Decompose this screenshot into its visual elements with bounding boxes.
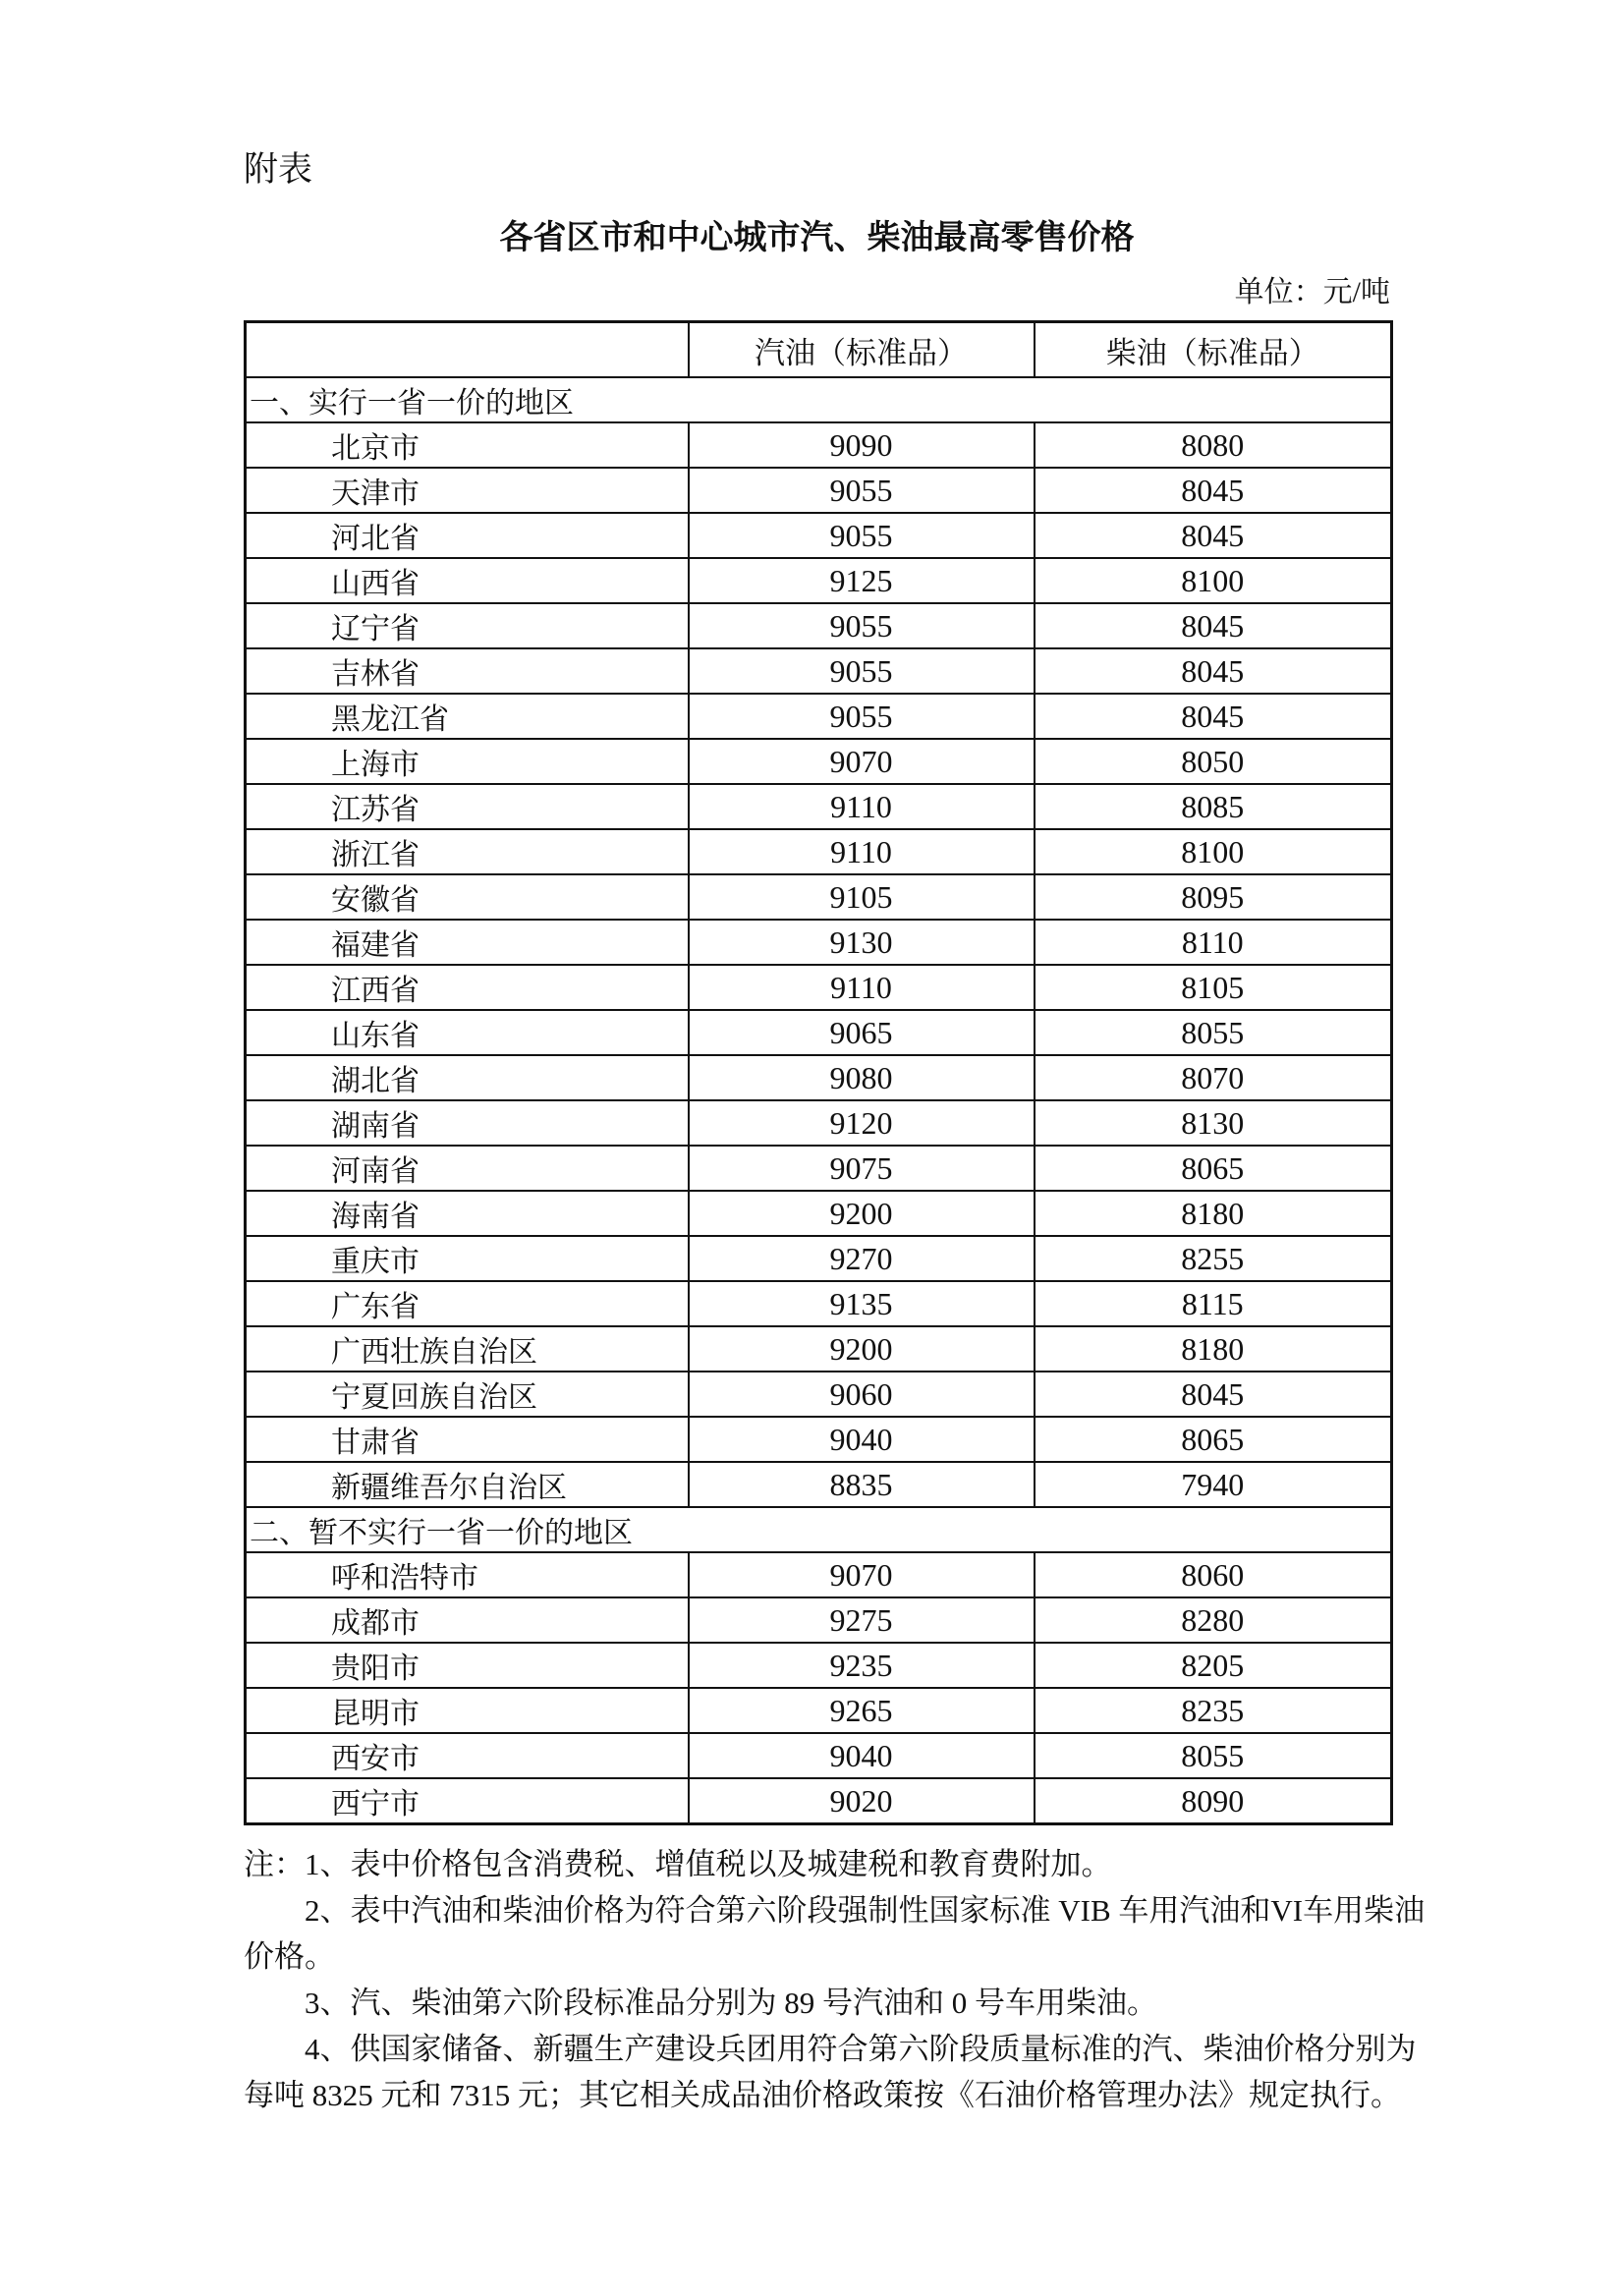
gasoline-value-cell: 9125 [689, 558, 1035, 603]
diesel-value-cell: 8060 [1035, 1552, 1392, 1597]
region-cell: 天津市 [246, 468, 689, 513]
section-heading: 一、实行一省一价的地区 [246, 377, 1392, 422]
diesel-value-cell: 8205 [1035, 1643, 1392, 1688]
notes [244, 1841, 1444, 2118]
document-title: 各省区市和中心城市汽、柴油最高零售价格 [499, 220, 1135, 256]
diesel-value-cell: 8180 [1035, 1326, 1392, 1372]
table-row [246, 1055, 1392, 1100]
table-row [246, 558, 1392, 603]
table-row [246, 739, 1392, 784]
gasoline-value-cell: 9200 [689, 1191, 1035, 1236]
table-row [246, 1236, 1392, 1281]
diesel-value-cell: 8110 [1035, 920, 1392, 965]
gasoline-value-cell: 9055 [689, 694, 1035, 739]
gasoline-value-cell: 9070 [689, 1552, 1035, 1597]
gasoline-value-cell: 9080 [689, 1055, 1035, 1100]
price-table-body [246, 377, 1392, 1824]
region-cell: 重庆市 [246, 1236, 689, 1281]
column-header-gasoline: 汽油（标准品） [689, 322, 1035, 378]
gasoline-value-cell: 9055 [689, 603, 1035, 648]
table-row [246, 1010, 1392, 1055]
diesel-value-cell: 8045 [1035, 468, 1392, 513]
region-cell: 海南省 [246, 1191, 689, 1236]
table-row [246, 920, 1392, 965]
gasoline-value-cell: 9105 [689, 874, 1035, 920]
diesel-value-cell: 8045 [1035, 648, 1392, 694]
table-row [246, 1146, 1392, 1191]
diesel-value-cell: 8065 [1035, 1417, 1392, 1462]
region-cell: 昆明市 [246, 1688, 689, 1733]
region-cell: 安徽省 [246, 874, 689, 920]
column-header-region [246, 322, 689, 378]
gasoline-value-cell: 9040 [689, 1417, 1035, 1462]
region-cell: 黑龙江省 [246, 694, 689, 739]
diesel-value-cell: 8070 [1035, 1055, 1392, 1100]
gasoline-value-cell: 9110 [689, 965, 1035, 1010]
region-cell: 江西省 [246, 965, 689, 1010]
table-row [246, 1552, 1392, 1597]
table-row [246, 1778, 1392, 1824]
gasoline-value-cell: 9135 [689, 1281, 1035, 1326]
diesel-value-cell: 8045 [1035, 513, 1392, 558]
note-item: 2、表中汽油和柴油价格为符合第六阶段强制性国家标准 VIB 车用汽油和VI车用柴油价格。 [244, 1893, 1426, 1974]
gasoline-value-cell: 9090 [689, 422, 1035, 468]
region-cell: 西安市 [246, 1733, 689, 1778]
diesel-value-cell: 8055 [1035, 1010, 1392, 1055]
gasoline-value-cell: 9060 [689, 1372, 1035, 1417]
note-item: 4、供国家储备、新疆生产建设兵团用符合第六阶段质量标准的汽、柴油价格分别为每吨 8325 元和 7315 元；其它相关成品油价格政策按《石油价格管理办法》规定执行。 [244, 2032, 1417, 2112]
diesel-value-cell: 8105 [1035, 965, 1392, 1010]
diesel-value-cell: 8090 [1035, 1778, 1392, 1824]
price-table [244, 320, 1393, 1825]
region-cell: 河北省 [246, 513, 689, 558]
diesel-value-cell: 8045 [1035, 694, 1392, 739]
diesel-value-cell: 8255 [1035, 1236, 1392, 1281]
region-cell: 呼和浩特市 [246, 1552, 689, 1597]
diesel-value-cell: 8180 [1035, 1191, 1392, 1236]
diesel-value-cell: 8100 [1035, 558, 1392, 603]
region-cell: 成都市 [246, 1597, 689, 1643]
column-header-diesel: 柴油（标准品） [1035, 322, 1392, 378]
gasoline-value-cell: 9065 [689, 1010, 1035, 1055]
section-heading: 二、暂不实行一省一价的地区 [246, 1507, 1392, 1552]
region-cell: 山西省 [246, 558, 689, 603]
table-row [246, 1597, 1392, 1643]
gasoline-value-cell: 9265 [689, 1688, 1035, 1733]
region-cell: 西宁市 [246, 1778, 689, 1824]
table-row [246, 468, 1392, 513]
table-row [246, 603, 1392, 648]
table-row [246, 1643, 1392, 1688]
diesel-value-cell: 8095 [1035, 874, 1392, 920]
diesel-value-cell: 8045 [1035, 603, 1392, 648]
table-row [246, 1372, 1392, 1417]
table-row [246, 874, 1392, 920]
region-cell: 贵阳市 [246, 1643, 689, 1688]
diesel-value-cell: 8115 [1035, 1281, 1392, 1326]
appendix-label: 附表 [244, 150, 313, 189]
gasoline-value-cell: 9055 [689, 648, 1035, 694]
diesel-value-cell: 8055 [1035, 1733, 1392, 1778]
region-cell: 上海市 [246, 739, 689, 784]
diesel-value-cell: 8235 [1035, 1688, 1392, 1733]
table-row [246, 965, 1392, 1010]
region-cell: 福建省 [246, 920, 689, 965]
diesel-value-cell: 8130 [1035, 1100, 1392, 1146]
region-cell: 江苏省 [246, 784, 689, 829]
diesel-value-cell: 7940 [1035, 1462, 1392, 1507]
table-row [246, 1281, 1392, 1326]
table-row [246, 1462, 1392, 1507]
region-cell: 吉林省 [246, 648, 689, 694]
region-cell: 北京市 [246, 422, 689, 468]
gasoline-value-cell: 9040 [689, 1733, 1035, 1778]
region-cell: 新疆维吾尔自治区 [246, 1462, 689, 1507]
diesel-value-cell: 8050 [1035, 739, 1392, 784]
gasoline-value-cell: 9235 [689, 1643, 1035, 1688]
table-row [246, 784, 1392, 829]
table-row [246, 1733, 1392, 1778]
gasoline-value-cell: 9020 [689, 1778, 1035, 1824]
diesel-value-cell: 8065 [1035, 1146, 1392, 1191]
region-cell: 宁夏回族自治区 [246, 1372, 689, 1417]
region-cell: 广西壮族自治区 [246, 1326, 689, 1372]
section-heading-row [246, 1507, 1392, 1552]
gasoline-value-cell: 9270 [689, 1236, 1035, 1281]
note-item: 3、汽、柴油第六阶段标准品分别为 89 号汽油和 0 号车用柴油。 [305, 1986, 1157, 2020]
diesel-value-cell: 8080 [1035, 422, 1392, 468]
table-row [246, 1100, 1392, 1146]
section-heading-row [246, 377, 1392, 422]
diesel-value-cell: 8100 [1035, 829, 1392, 874]
region-cell: 湖北省 [246, 1055, 689, 1100]
diesel-value-cell: 8085 [1035, 784, 1392, 829]
table-row [246, 422, 1392, 468]
gasoline-value-cell: 9110 [689, 829, 1035, 874]
unit-label: 单位：元/吨 [1234, 276, 1390, 308]
gasoline-value-cell: 9275 [689, 1597, 1035, 1643]
table-row [246, 1417, 1392, 1462]
table-row [246, 648, 1392, 694]
table-row [246, 694, 1392, 739]
gasoline-value-cell: 9070 [689, 739, 1035, 784]
region-cell: 浙江省 [246, 829, 689, 874]
document-content [244, 149, 1452, 2118]
region-cell: 甘肃省 [246, 1417, 689, 1462]
diesel-value-cell: 8045 [1035, 1372, 1392, 1417]
gasoline-value-cell: 9130 [689, 920, 1035, 965]
gasoline-value-cell: 8835 [689, 1462, 1035, 1507]
region-cell: 山东省 [246, 1010, 689, 1055]
region-cell: 河南省 [246, 1146, 689, 1191]
table-row [246, 829, 1392, 874]
region-cell: 辽宁省 [246, 603, 689, 648]
note-item: 注：1、表中价格包含消费税、增值税以及城建税和教育费附加。 [244, 1847, 1112, 1881]
gasoline-value-cell: 9075 [689, 1146, 1035, 1191]
gasoline-value-cell: 9055 [689, 468, 1035, 513]
table-header-row [246, 322, 1392, 378]
table-row [246, 1688, 1392, 1733]
table-row [246, 1326, 1392, 1372]
table-row [246, 513, 1392, 558]
gasoline-value-cell: 9110 [689, 784, 1035, 829]
diesel-value-cell: 8280 [1035, 1597, 1392, 1643]
table-row [246, 1191, 1392, 1236]
gasoline-value-cell: 9055 [689, 513, 1035, 558]
region-cell: 湖南省 [246, 1100, 689, 1146]
gasoline-value-cell: 9200 [689, 1326, 1035, 1372]
region-cell: 广东省 [246, 1281, 689, 1326]
gasoline-value-cell: 9120 [689, 1100, 1035, 1146]
